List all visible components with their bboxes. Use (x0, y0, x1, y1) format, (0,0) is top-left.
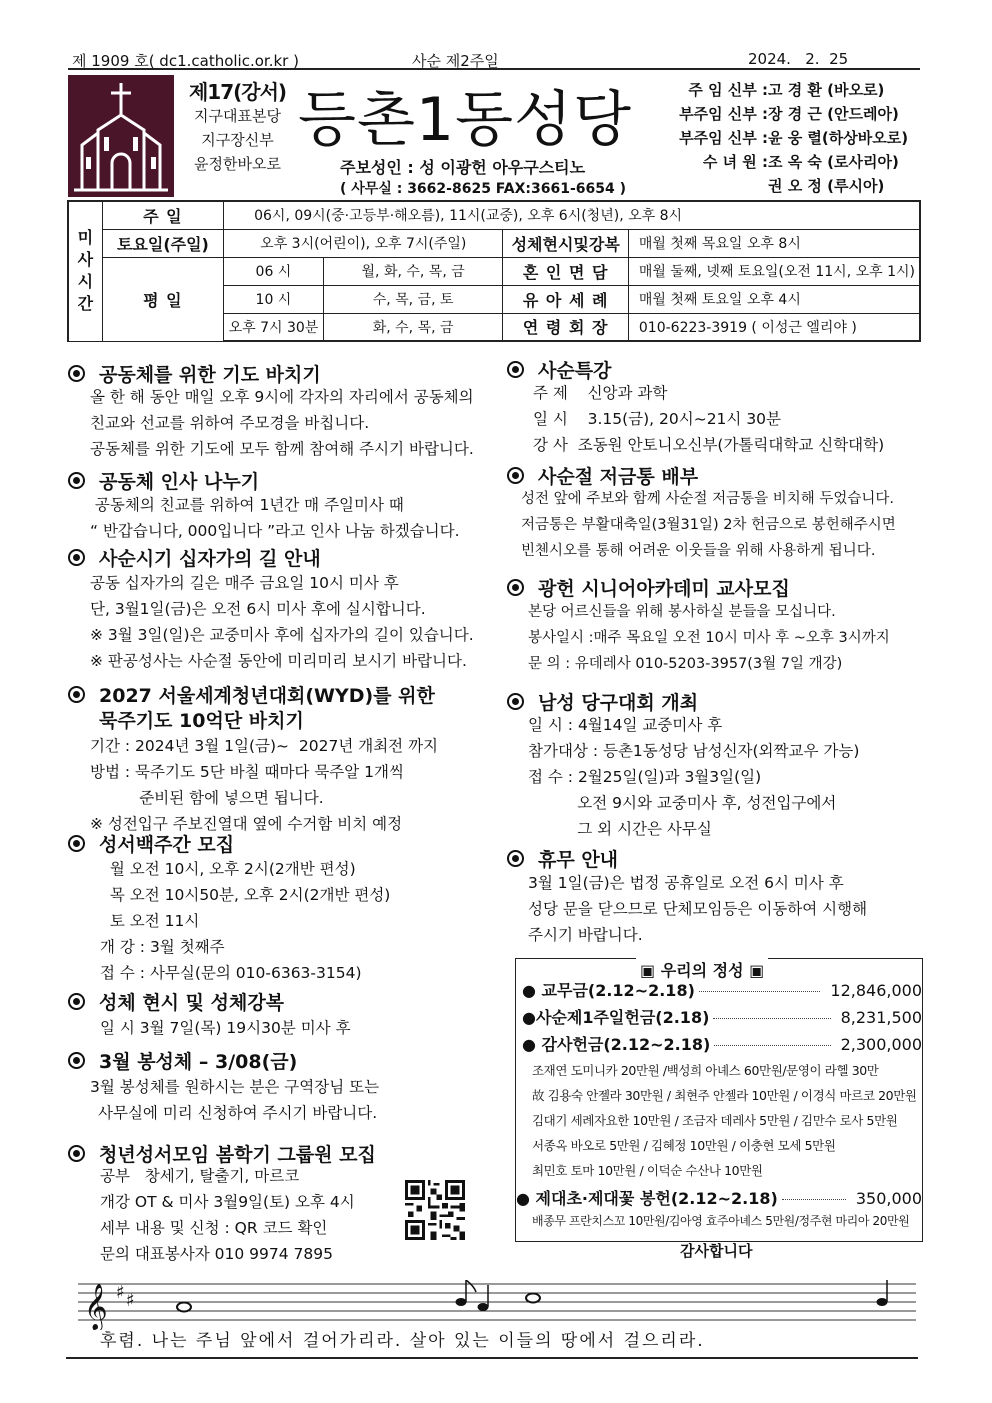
body-line: 일 시 3월 7일(목) 19시30분 미사 후 (100, 1019, 351, 1037)
treble-clef-icon: 𝄞 (84, 1284, 108, 1330)
body-line: 참가대상 : 등촌1동성당 남성신자(외짝교우 가능) (528, 742, 860, 760)
section-title-text: 공동체를 위한 기도 바치기 (99, 364, 321, 386)
issue-date: 2024. 2. 25 (748, 50, 849, 68)
body-line: 3월 봉성체를 원하시는 분은 구역장님 또는 (90, 1078, 380, 1096)
section-title (507, 356, 611, 383)
offering-label: ● 제대초·제대꽃 봉헌(2.12~2.18) (516, 1189, 778, 1208)
body-line: ※ 3월 3일(일)은 교중미사 후에 십자가의 길이 있습니다. (90, 626, 474, 644)
qr-code-icon[interactable] (405, 1180, 465, 1240)
bullet-icon (507, 850, 524, 867)
section-body (521, 486, 896, 564)
bullet-icon (507, 693, 524, 710)
clergy-role (660, 174, 768, 198)
section-title (68, 681, 435, 708)
district-line: 윤정한바오로 (194, 155, 281, 173)
section-title-text: 사순특강 (538, 360, 612, 382)
section-body (90, 384, 474, 462)
clergy-list (660, 78, 925, 198)
leader-dots (699, 991, 821, 992)
marriage-label: 혼 인 면 담 (503, 257, 628, 285)
body-line: 문의 대표봉사자 010 9974 7895 (100, 1245, 333, 1263)
body-line: 일 시 3.15(금), 20시~21시 30분 (533, 410, 782, 428)
weekday-days: 화, 수, 목, 금 (323, 313, 503, 341)
offering-row (516, 1186, 922, 1209)
body-line: 접 수 : 2월25일(일)과 3월3일(일) (528, 768, 762, 786)
body-line: 토 오전 11시 (100, 912, 200, 930)
body-line: 공부 창세기, 탈출기, 마르코 (100, 1167, 300, 1185)
mass-schedule-table (67, 200, 921, 342)
funeral-chair-value: 010-6223-3919 ( 이성근 엘리야 ) (628, 313, 920, 341)
body-line: 기간 : 2024년 3월 1일(금)~ 2027년 개최전 까지 (90, 737, 439, 755)
body-line: 친교와 선교를 위하여 주모경을 바칩니다. (90, 414, 370, 432)
whole-note-icon (177, 1303, 191, 1312)
offering-label: ●사순제1주일헌금(2.18) (522, 1008, 710, 1027)
body-line: 사무실에 미리 신청하여 주시기 바랍니다. (98, 1104, 378, 1122)
body-line: 공동체를 위한 기도에 모두 함께 참여해 주시기 바랍니다. (90, 440, 474, 458)
body-line: 본당 어르신들을 위해 봉사하실 분들을 모십니다. (528, 604, 836, 620)
district-line: 지구대표본당 (194, 107, 281, 125)
section-title-text: 2027 서울세계청년대회(WYD)를 위한 (99, 685, 435, 707)
donor-list (532, 1058, 917, 1183)
body-line: 일 시 : 4월14일 교중미사 후 (528, 716, 723, 734)
body-line: 3월 1일(금)은 법정 공휴일로 오전 6시 미사 후 (528, 874, 844, 892)
body-line: 올 한 해 동안 매일 오후 9시에 각자의 자리에서 공동체의 (90, 388, 474, 406)
section-title-text: 성서백주간 모집 (99, 834, 235, 856)
section-title (507, 688, 698, 715)
bullet-icon (507, 579, 524, 596)
body-line: 주 제 신앙과 과학 (533, 384, 668, 402)
clergy-role: 수 녀 원 : (702, 153, 768, 171)
donor-line: 김대기 세례자요한 10만원 / 조금자 데레사 5만원 / 김만수 로사 5만원 (532, 1113, 898, 1128)
body-line: 봉사일시 :매주 목요일 오전 10시 미사 후 ~오후 3시까지 (528, 630, 890, 646)
body-line: “ 반갑습니다, 000입니다 ”라고 인사 나눔 하겠습니다. (90, 522, 460, 540)
donor-line: 조재연 도미니카 20만원 /백성희 아녜스 60만원/문영이 라헬 30만 (532, 1063, 879, 1078)
body-line: 세부 내용 및 신청 : QR 코드 확인 (100, 1219, 328, 1237)
bullet-icon (68, 835, 85, 852)
saturday-label: 토요일(주일) (102, 229, 223, 257)
clergy-role: 부주임 신부 : (679, 129, 768, 147)
bottom-divider (66, 1357, 918, 1359)
clergy-row (660, 126, 925, 150)
offering-amount: 8,231,500 (840, 1008, 922, 1027)
section-body (528, 870, 867, 948)
clergy-name: 장 경 근 (안드레아) (768, 105, 899, 123)
church-logo (68, 75, 174, 197)
body-line: 개강 OT & 미사 3월9일(토) 오후 4시 (100, 1193, 355, 1211)
section-title-text: 광헌 시니어아카데미 교사모집 (538, 578, 790, 600)
patron-saint: 주보성인 : 성 이광헌 아우구스티노 (340, 158, 586, 177)
section-title (68, 830, 234, 857)
funeral-chair-label: 연 령 회 장 (503, 313, 628, 341)
section-title-text: 3월 봉성체 – 3/08(금) (99, 1051, 298, 1073)
bullet-icon (507, 361, 524, 378)
body-line: 성당 문을 닫으므로 단체모임등은 이동하여 시행해 (528, 900, 868, 918)
section-body (90, 733, 438, 837)
body-line: 공동 십자가의 길은 매주 금요일 10시 미사 후 (90, 574, 399, 592)
clergy-row (660, 78, 925, 102)
section-body (528, 599, 890, 677)
section-title-cont: 묵주기도 10억단 바치기 (99, 710, 304, 732)
adoration-label: 성체현시및강복 (503, 229, 628, 257)
body-line: 단, 3월1일(금)은 오전 6시 미사 후에 실시합니다. (90, 600, 426, 618)
donor-line: 최민호 토마 10만원 / 이덕순 수산나 10만원 (532, 1163, 763, 1178)
section-title (68, 544, 321, 571)
clergy-role: 주 임 신부 : (688, 81, 768, 99)
sharp-icon: ♯ (126, 1290, 135, 1311)
weekday-days: 월, 화, 수, 목, 금 (323, 257, 503, 285)
section-title-text: 성체 현시 및 성체강복 (99, 992, 285, 1014)
baptism-value: 매월 첫째 토요일 오후 4시 (628, 285, 920, 313)
issue-number: 제 1909 호( dc1.catholic.or.kr ) (72, 52, 299, 70)
music-staff (78, 1280, 916, 1330)
donor-line: 서종옥 바오로 5만원 / 김혜정 10만원 / 이충현 모세 5만원 (532, 1138, 836, 1153)
section-title (68, 988, 284, 1015)
weekday-days: 수, 목, 금, 토 (323, 285, 503, 313)
section-body (90, 1074, 379, 1126)
weekday-time: 06 시 (224, 257, 324, 285)
sharp-icon: ♯ (116, 1282, 125, 1303)
section-title (68, 360, 321, 387)
bullet-icon (68, 686, 85, 703)
section-title (507, 845, 618, 872)
bullet-icon (68, 1052, 85, 1069)
weekday-label: 평 일 (102, 257, 223, 341)
body-line: 문 의 : 유데레사 010-5203-3957(3월 7일 개강) (528, 656, 843, 672)
section-body (100, 856, 390, 986)
body-line: ※ 성전입구 주보진열대 옆에 수거함 비치 예정 (90, 815, 403, 833)
body-line: 목 오전 10시50분, 오후 2시(2개반 편성) (100, 886, 391, 904)
body-line: 주시기 바랍니다. (528, 926, 643, 944)
bullet-icon (68, 365, 85, 382)
donor-line: 배종무 프란치스꼬 10만원/김아영 효주아녜스 5만원/정주현 마리아 20만원 (532, 1214, 910, 1228)
section-title (507, 462, 698, 489)
mass-times-label (68, 201, 102, 341)
bullet-icon (68, 993, 85, 1010)
section-title-text: 남성 당구대회 개최 (538, 692, 699, 714)
offering-row (522, 978, 922, 1001)
leader-dots (714, 1045, 830, 1046)
leader-dots (713, 1018, 830, 1019)
section-title-text: 청년성서모임 봄학기 그룹원 모집 (99, 1144, 376, 1166)
office-contact: ( 사무실 : 3662-8625 FAX:3661-6654 ) (340, 181, 627, 197)
donor-line: 故 김용숙 안젤라 30만원 / 최현주 안젤라 10만원 / 이경식 마르코 20만원 (532, 1088, 917, 1103)
offering-amount: 2,300,000 (840, 1035, 922, 1054)
body-line: 공동체의 친교를 위하여 1년간 매 주일미사 때 (90, 496, 404, 514)
clergy-row (660, 102, 925, 126)
body-line: 준비된 함에 넣으면 됩니다. (90, 789, 324, 807)
thanks-text: 감사합니다 (680, 1242, 753, 1260)
bullet-icon (507, 467, 524, 484)
whole-note-icon (526, 1294, 540, 1303)
bullet-icon (68, 549, 85, 566)
section-body (528, 712, 859, 842)
eighth-notes-icon (456, 1280, 489, 1311)
section-body (90, 492, 460, 544)
offering-amount: 12,846,000 (830, 981, 922, 1000)
sunday-label: 주 일 (102, 201, 223, 229)
section-title-text: 공동체 인사 나누기 (99, 471, 260, 493)
offering-label: ● 교무금(2.12~2.18) (522, 981, 695, 1000)
offering-label: ● 감사헌금(2.12~2.18) (522, 1035, 711, 1054)
clergy-name: 조 옥 숙 (로사리아) (768, 153, 899, 171)
offering-row (522, 1005, 922, 1028)
body-line: 저금통은 부활대축일(3월31일) 2차 헌금으로 봉헌해주시면 (521, 517, 896, 533)
offerings-title: ▣ 우리의 정성 ▣ (636, 958, 768, 981)
saturday-times: 오후 3시(어린이), 오후 7시(주일) (224, 229, 503, 257)
body-line: 오전 9시와 교중미사 후, 성전입구에서 (528, 794, 837, 812)
section-title (68, 467, 259, 494)
district-name: 제17(강서) (188, 80, 287, 104)
bullet-icon (68, 472, 85, 489)
leader-dots (782, 1199, 846, 1200)
weekday-time: 오후 7시 30분 (224, 313, 324, 341)
clergy-name: 윤 웅 렬(하상바오로) (768, 129, 909, 147)
adoration-value: 매월 첫째 목요일 오후 8시 (628, 229, 920, 257)
body-line: 빈첸시오를 통해 어려운 이웃들을 위해 사용하게 됩니다. (521, 543, 876, 559)
section-title (507, 574, 790, 601)
body-line: 성전 앞에 주보와 함께 사순절 저금통을 비치해 두었습니다. (521, 491, 895, 507)
body-line: 접 수 : 사무실(문의 010-6363-3154) (100, 964, 362, 982)
body-line: 방법 : 묵주기도 5단 바칠 때마다 묵주알 1개씩 (90, 763, 404, 781)
refrain-lyric: 후렴. 나는 주님 앞에서 걸어가리라. 살아 있는 이들의 땅에서 걸으리라. (100, 1331, 705, 1351)
bullet-icon (68, 1145, 85, 1162)
weekday-time: 10 시 (224, 285, 324, 313)
body-line: ※ 판공성사는 사순절 동안에 미리미리 보시기 바랍니다. (90, 652, 467, 670)
section-title (68, 1047, 297, 1074)
body-line: 월 오전 10시, 오후 2시(2개반 편성) (100, 860, 356, 878)
church-title: 등촌1동성당 (298, 85, 632, 155)
section-title-text: 사순시기 십자가의 길 안내 (99, 548, 321, 570)
mass-times-text: 미사시간 (77, 228, 94, 314)
baptism-label: 유 아 세 례 (503, 285, 628, 313)
clergy-row (660, 150, 925, 174)
body-line: 개 강 : 3월 첫째주 (100, 938, 225, 956)
clergy-role: 부주임 신부 : (679, 105, 768, 123)
clergy-row (660, 174, 925, 198)
district-line: 지구장신부 (201, 131, 274, 149)
sunday-times: 06시, 09시(중·고등부·해오름), 11시(교중), 오후 6시(청년), 오후 8시 (224, 201, 920, 229)
section-title-text: 사순절 저금통 배부 (538, 466, 699, 488)
liturgical-season: 사순 제2주일 (412, 52, 499, 70)
body-line: 강 사 조동원 안토니오신부(가톨릭대학교 신학대학) (533, 436, 885, 454)
body-line: 그 외 시간은 사무실 (528, 820, 712, 838)
issue-header-bar (68, 48, 920, 70)
offering-amount: 350,000 (855, 1189, 922, 1208)
section-body (100, 1015, 351, 1041)
clergy-name: 고 경 환 (바오로) (768, 81, 885, 99)
section-title-text: 휴무 안내 (538, 849, 619, 871)
clergy-name: 권 오 정 (루시아) (768, 177, 885, 195)
district-info (180, 80, 295, 176)
section-body (533, 380, 884, 458)
marriage-value: 매월 둘째, 넷째 토요일(오전 11시, 오후 1시) (628, 257, 920, 285)
section-body (90, 570, 474, 674)
offering-row (522, 1032, 922, 1055)
section-body (100, 1163, 355, 1267)
